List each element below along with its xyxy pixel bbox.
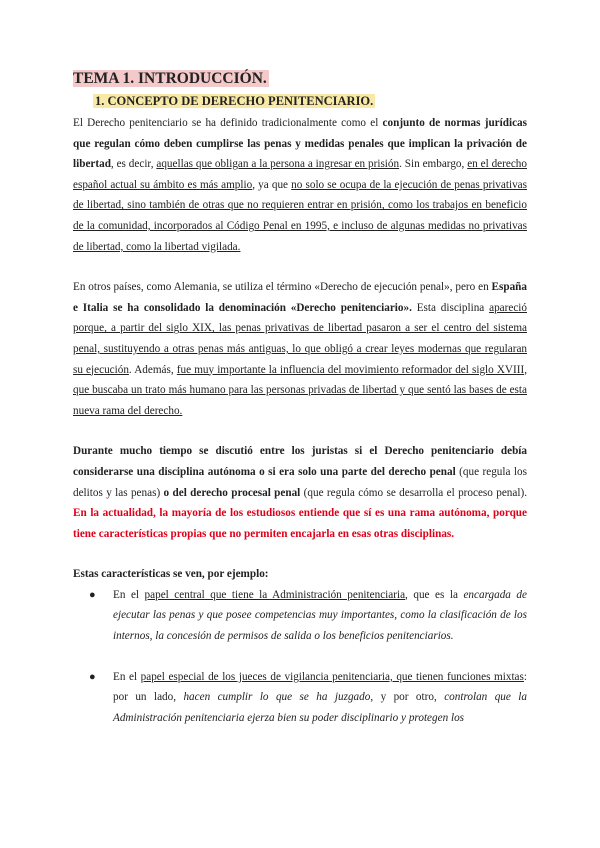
list-item: ● En el papel especial de los jueces de vigilancia penitenciaria, que tienen funciones mixtas: por un lado, hacen cumplir lo que se ha juzgado, y por otro, controlan que la Administración penitenciaria ejerza bien su poder disciplinario y protegen los xyxy=(73,667,527,729)
bullet-icon: ● xyxy=(89,588,96,601)
paragraph-autonomy: Durante mucho tiempo se discutió entre los juristas si el Derecho penitenciario debía considerarse una disciplina autónoma o si era solo una parte del derecho penal (que regula los delitos y las penas) o del derecho procesal penal (que regula cómo se desarrolla el proceso penal). En la actualidad, la mayoría de los estudiosos entiende que sí es una rama autónoma, porque tiene características propias que no permiten encajarla en esas otras disciplinas. xyxy=(73,445,527,540)
section-heading xyxy=(93,94,527,109)
chapter-title-text: TEMA 1. INTRODUCCIÓN. xyxy=(73,70,267,87)
chapter-title xyxy=(73,70,527,88)
list-heading: Estas características se ven, por ejemplo: xyxy=(73,568,269,581)
list-item: ● En el papel central que tiene la Administración penitenciaria, que es la encargada de ejecutar las penas y que posee competencias muy importantes, como la clasificación de los internos, la concesión de permisos de salida o los beneficios penitenciarios. xyxy=(73,585,527,647)
characteristics-list-2 xyxy=(73,667,527,729)
paragraph-origin: En otros países, como Alemania, se utiliza el término «Derecho de ejecución penal», pero en España e Italia se ha consolidado la denominación «Derecho penitenciario». Esta disciplina apareció porque, a partir del siglo XIX, las penas privativas de libertad pasaron a ser el centro del sistema penal, sustituyendo a otras penas más antiguas, lo que obligó a crear leyes modernas que regularan su ejecución. Además, fue muy importante la influencia del movimiento reformador del siglo XVIII, que buscaba un trato más humano para las personas privadas de libertad y que sentó las bases de esta nueva rama del derecho. xyxy=(73,281,527,417)
bullet-icon: ● xyxy=(89,670,96,683)
characteristics-list xyxy=(73,585,527,647)
highlight-red-text: En la actualidad, la mayoría de los estudiosos entiende que sí es una rama autónoma, porque tiene características propias que no permiten encajarla en esas otras disciplinas. xyxy=(73,507,527,540)
paragraph-definition: El Derecho penitenciario se ha definido tradicionalmente como el conjunto de normas jurídicas que regulan cómo deben cumplirse las penas y medidas penales que implican la privación de libertad, es decir, aquellas que obligan a la persona a ingresar en prisión. Sin embargo, en el derecho español actual su ámbito es más amplio, ya que no solo se ocupa de la ejecución de penas privativas de libertad, sino también de otras que no requieren entrar en prisión, como los trabajos en beneficio de la comunidad, incorporados al Código Penal en 1995, e incluso de algunas medidas no privativas de libertad, como la libertad vigilada. xyxy=(73,117,527,253)
section-heading-text: 1. CONCEPTO DE DERECHO PENITENCIARIO. xyxy=(95,94,374,108)
